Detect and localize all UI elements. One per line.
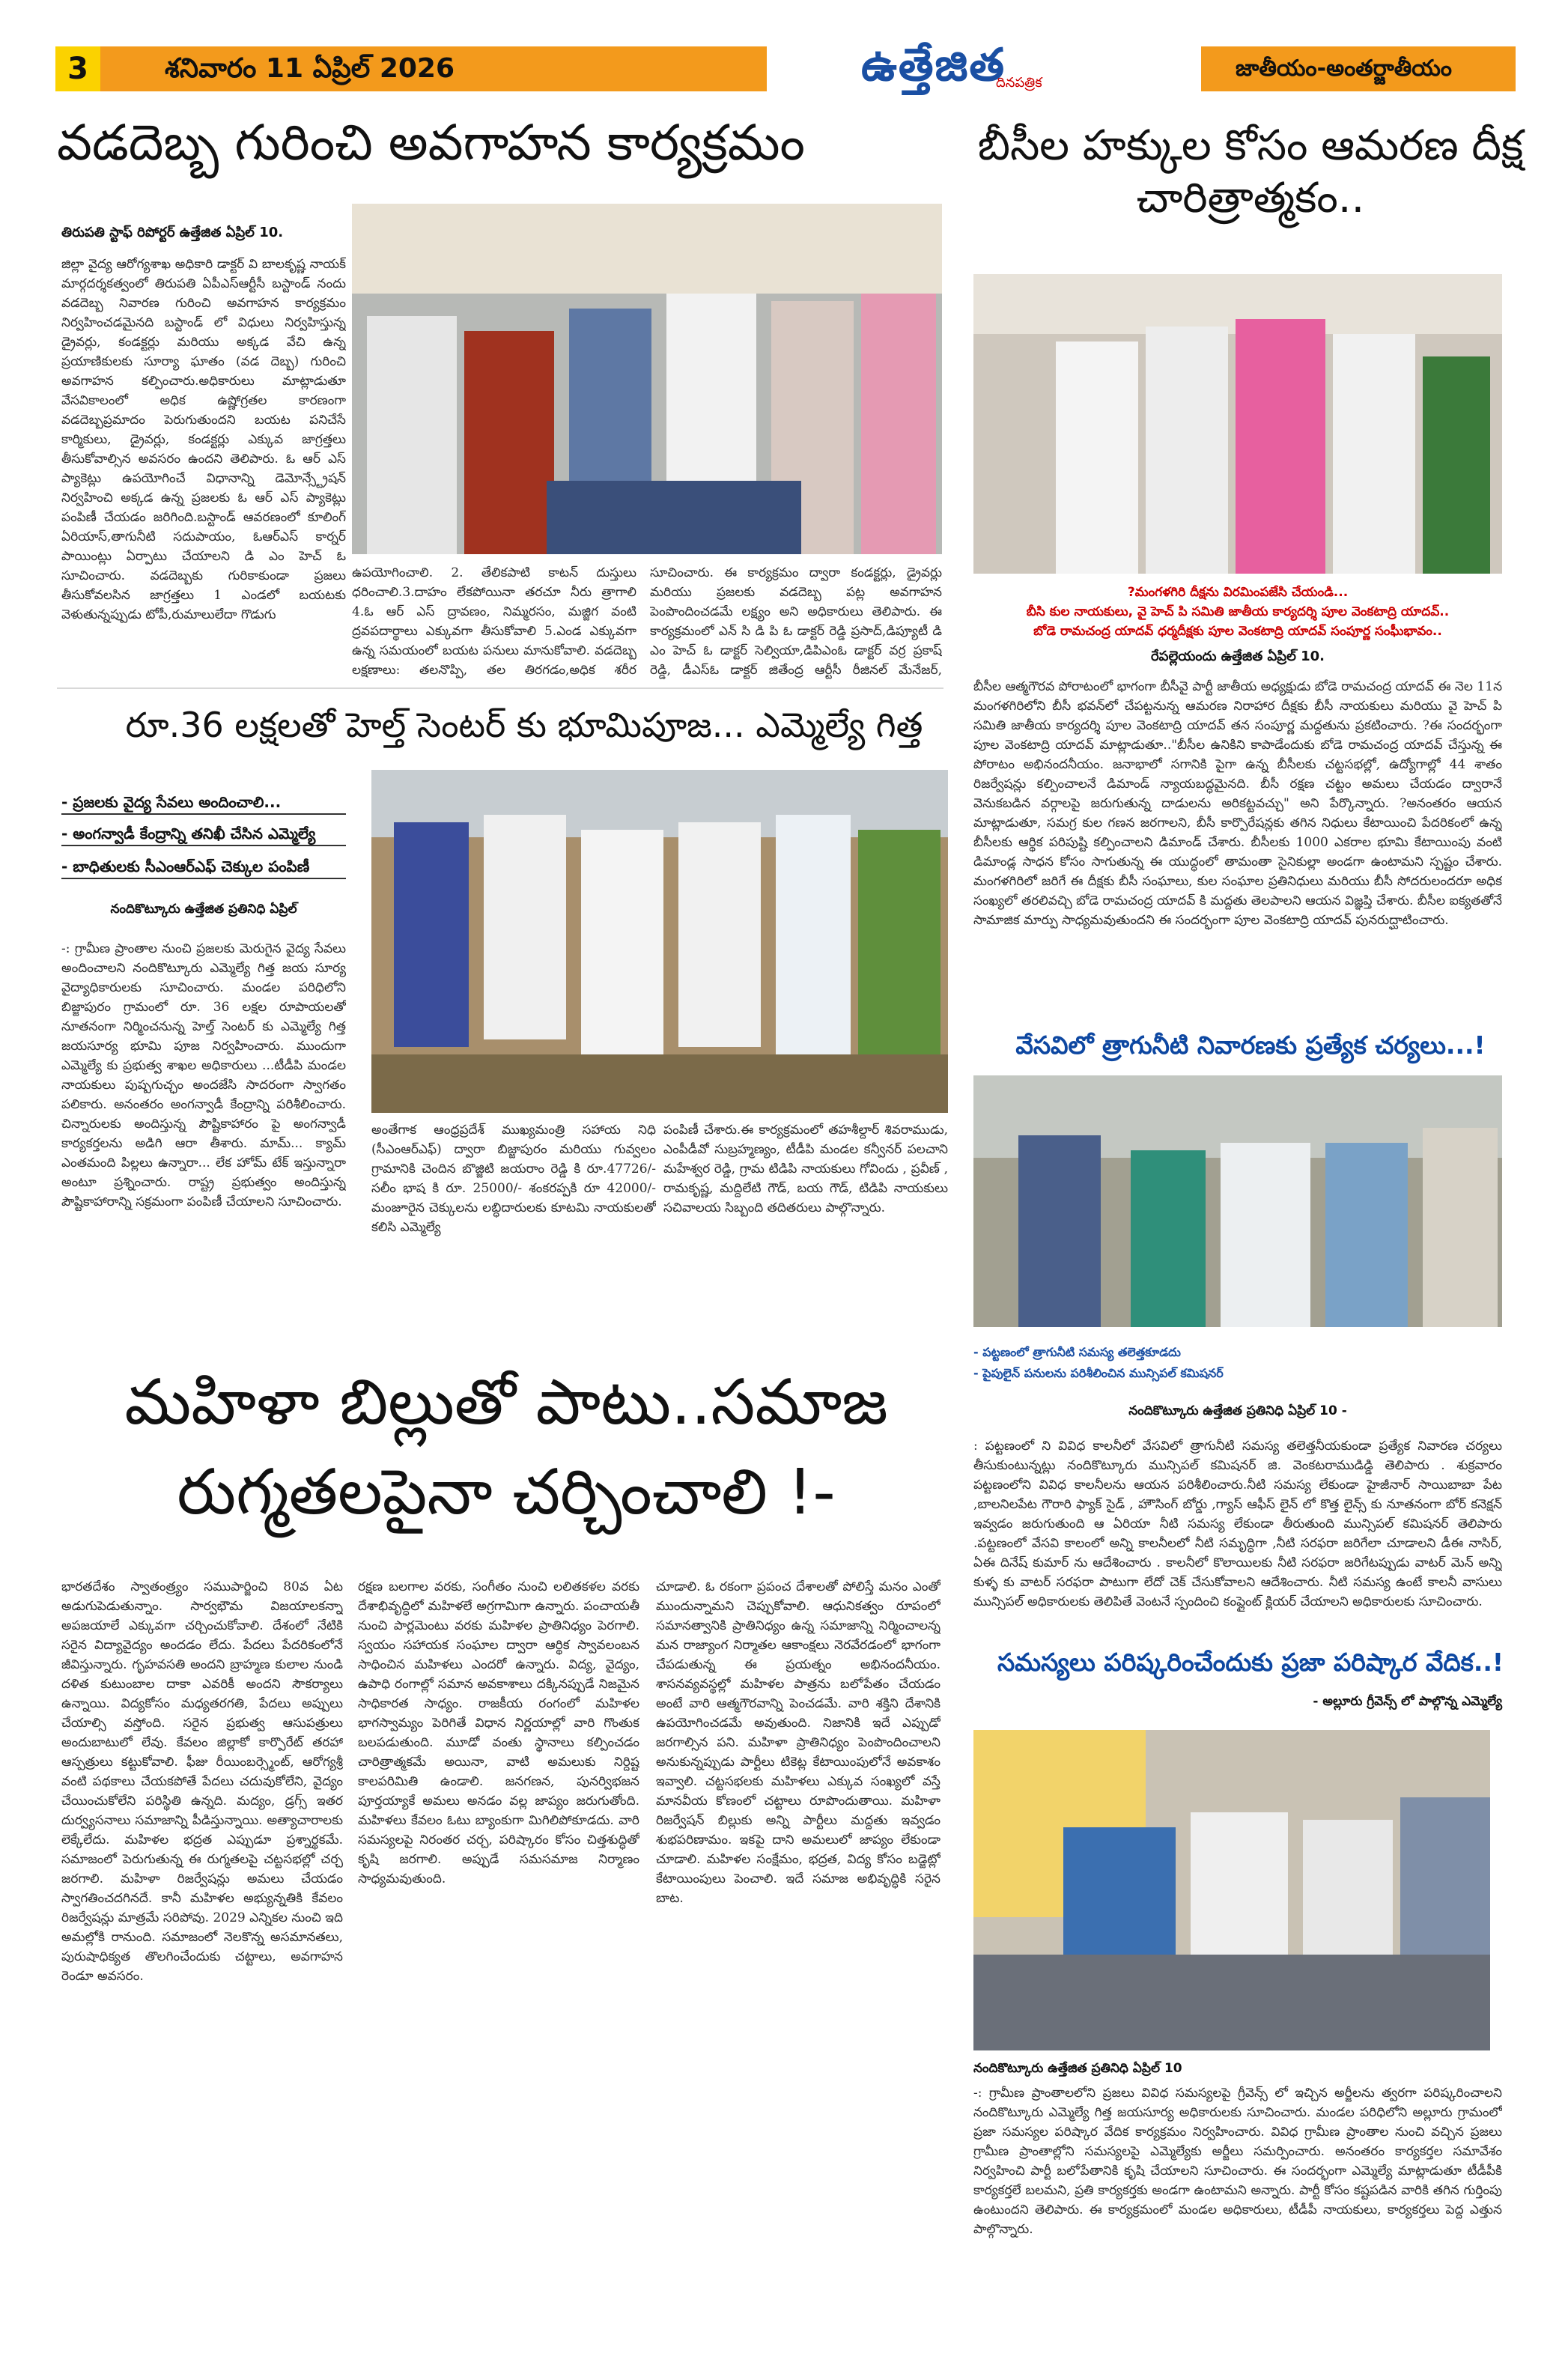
story5-column-2: రక్షణ బలగాల వరకు, సంగీతం నుంచి లలితకళల వరకు దేశాభివృద్ధిలో మహిళలే అగ్రగామిగా ఉన్నారు. పంచాయతీ నుంచి పార్లమెంటు వరకు మహిళల ప్రాతినిధ్యం పెరగాలి. స్వయం సహాయక సంఘాల ద్వారా ఆర్థిక స్వావలంబన సాధించిన మహిళలు ఎందరో ఉన్నారు. విద్య, వైద్యం, ఉపాధి రంగాల్లో సమాన అవకాశాలు దక్కినప్పుడే నిజమైన సాధికారత సాధ్యం. రాజకీయ రంగంలో మహిళల భాగస్వామ్యం పెరిగితే విధాన నిర్ణయాల్లో వారి గొంతుక బలపడుతుంది. మూడో వంతు స్థానాలు కల్పించడం చారిత్రాత్మకమే అయినా, వాటి అమలుకు నిర్దిష్ట కాలపరిమితి ఉండాలి. జనగణన, పునర్విభజన పూర్తయ్యాకే అమలు అనడం వల్ల జాప్యం జరుగుతోంది. మహిళలు కేవలం ఓటు బ్యాంకుగా మిగిలిపోకూడదు. వారి సమస్యలపై నిరంతర చర్చ, పరిష్కారం కోసం చిత్తశుద్ధితో కృషి జరగాలి. అప్పుడే సమసమాజ నిర్మాణం సాధ్యమవుతుంది. [358,1579,639,1886]
story4-photo [973,1075,1502,1327]
story1-column-3: సూచించారు. ఈ కార్యక్రమం ద్వారా కండక్టర్లు, డ్రైవర్లు మరియు ప్రజలకు వడదెబ్బ పట్ల అవగాహన పెంపొందించడమే లక్ష్యం అని అధికారులు తెలిపారు. ఈ కార్యక్రమంలో ఎన్ సి డి పి ఓ డాక్టర్ రెడ్డి ప్రసాద్,డిప్యూటీ డి ఎం హెచ్ ఓ డాక్టర్ సెల్వియా,డిపిఎంఓ డాక్టర్ వర్ర ప్రకాష్ రెడ్డి, డీఎస్ఓ డాక్టర్ జితేంద్ర ఆర్టీసీ రీజినల్ మేనేజర్, [650,565,942,678]
story3-column-1: -: గ్రామీణ ప్రాంతాల నుంచి ప్రజలకు మెరుగైన వైద్య సేవలు అందించాలని నందికొట్కూరు ఎమ్మెల్యే గిత్త జయ సూర్య వైద్యాధికారులకు సూచించారు. మండల పరిధిలోని బిజ్జాపురం గ్రామంలో రూ. 36 లక్షల రూపాయలతో నూతనంగా నిర్మించనున్న హెల్త్ సెంటర్ కు ఎమ్మెల్యే గిత్త జయసూర్య భూమి పూజ నిర్వహించారు. ముందుగా ఎమ్మెల్యే కు ప్రభుత్వ శాఖల అధికారులు ...టీడీపి మండల నాయకులు పుష్పగుచ్ఛం అందజేసి సాదరంగా స్వాగతం పలికారు. అనంతరం అంగన్వాడీ కేంద్రాన్ని పరిశీలించారు. చిన్నారులకు అందిస్తున్న పౌష్టికాహారం పై అంగన్వాడీ కార్యకర్తలను అడిగి ఆరా తీశారు. మామ్... క్యామ్ ఎంతమంది పిల్లలు ఉన్నారా... లేక హోమ్ టేక్ ఇస్తున్నారా అంటూ ప్రశ్నించారు. రాష్ట్ర ప్రభుత్వం అందిస్తున్న పౌష్టికాహారాన్ని సక్రమంగా పంపిణీ చేయాలని సూచించారు. [61,941,346,1209]
divider [57,687,943,689]
story2-body: బీసీల ఆత్మగౌరవ పోరాటంలో భాగంగా బీసీవై పార్టీ జాతీయ అధ్యక్షుడు బోడె రామచంద్ర యాదవ్ ఈ నెల 11న మంగళగిరిలోని బీసీ భవన్‌లో చేపట్టనున్న ఆమరణ నిరాహార దీక్షకు బీసీ నాయకులు మరియు వై హెచ్ పి సమితి జాతీయ కార్యదర్శి పూల వెంకటాద్రి యాదవ్ తన సంపూర్ణ మద్దతును ప్రకటించారు. ?ఈ సందర్భంగా పూల వెంకటాద్రి యాదవ్ మాట్లాడుతూ.."బీసీల ఉనికిని కాపాడేందుకు బోడె రామచంద్ర యాదవ్ చేస్తున్న ఈ పోరాటం అభినందనీయం. జనాభాలో సగానికి పైగా ఉన్న బీసీలకు చట్టసభల్లో, ఉద్యోగాల్లో 44 శాతం రిజర్వేషన్లు కల్పించాలనే డిమాండ్ న్యాయబద్ధమైనది. బీసీ రక్షణ చట్టం అమలు చేయడం ద్వారానే వెనుకబడిన వర్గాలపై జరుగుతున్న దాడులను అరికట్టవచ్చు" అని పేర్కొన్నారు. ?అనంతరం ఆయన మాట్లాడుతూ, సమగ్ర కుల గణన జరగాలని, బీసీ కార్పొరేషన్లకు తగిన నిధులు కేటాయించి పేదరికంలో ఉన్న బీసీలకు ఆర్థిక పరిపుష్టి కల్పించాలని డిమాండ్ చేశారు. బీసీలకు 1000 ఎకరాల భూమి కేటాయింపు వంటి డిమాండ్ల సాధన కోసం సాగుతున్న ఈ యుద్ధంలో తామంతా సైనికుల్లా అండగా ఉంటామని స్పష్టం చేశారు. మంగళగిరిలో జరిగే ఈ దీక్షకు బీసీ సంఘాలు, కుల సంఘాల ప్రతినిధులు మరియు బీసీ సోదరులందరూ అధిక సంఖ్యలో తరలివచ్చి బోడె రామచంద్ర యాదవ్ కి మద్దతు తెలపాలని ఆయన విజ్ఞప్తి చేశారు. బీసీల ఐక్యతతోనే సామాజిక మార్పు సాధ్యమవుతుందని ఈ సందర్భంగా పూల వెంకటాద్రి యాదవ్ పునరుద్ఘాటించారు. [973,679,1502,928]
story5-column-3: చూడాలి. ఓ రకంగా ప్రపంచ దేశాలతో పోలిస్తే మనం ఎంతో ముందున్నామని చెప్పుకోవాలి. ఆధునికత్వం రూపంలో సమానత్వానికి ప్రాతినిధ్యం ఉన్న సమాజాన్ని నిర్మించాలన్న మన రాజ్యాంగ నిర్మాతల ఆకాంక్షలు నెరవేరడంలో భాగంగా చేపడుతున్న ఈ ప్రయత్నం అభినందనీయం. శాసనవ్యవస్థల్లో మహిళల పాత్రను బలోపేతం చేయడం అంటే వారి ఆత్మగౌరవాన్ని పెంచడమే. వారి శక్తిని దేశానికి ఉపయోగించడమే అవుతుంది. నిజానికి ఇదే ఎప్పుడో జరగాల్సిన పని. మహిళా ప్రాతినిధ్యం పెంపొందించాలని అనుకున్నప్పుడు పార్టీలు టికెట్ల కేటాయింపులోనే అవకాశం ఇవ్వాలి. చట్టసభలకు మహిళలు ఎక్కువ సంఖ్యలో వస్తే మానవీయ కోణంలో చట్టాలు రూపొందుతాయి. మహిళా రిజర్వేషన్ బిల్లుకు అన్ని పార్టీలు మద్దతు ఇవ్వడం శుభపరిణామం. ఇకపై దాని అమలులో జాప్యం లేకుండా చూడాలి. మహిళల సంక్షేమం, భద్రత, విద్య కోసం బడ్జెట్లో కేటాయింపులు పెంచాలి. ఇదే సమాజ అభివృద్ధికి సరైన బాట. [656,1579,941,1906]
story3-column-3: పంపిణీ చేశారు.ఈ కార్యక్రమంలో తహశీల్దార్ శివరాముడు, ఎంపీడీవో సుబ్రహ్మణ్యం, టీడీపి మండల కన్వీనర్ పలచాని మహేశ్వర రెడ్డి, గ్రామ టిడిపి నాయకులు గోవిందు , ప్రవీణ్ , రామకృష్ణ, మద్దిలేటి గౌడ్, బయ గౌడ్, టిడిపి నాయకులు సచివాలయ సిబ్బంది తదితరులు పాల్గొన్నారు. [663,1123,948,1215]
story3-bullet-2: - అంగన్వాడీ కేంద్రాన్ని తనిఖీ చేసిన ఎమ్మెల్యే [61,822,346,846]
story3-bullet-1: - ప్రజలకు వైద్య సేవలు అందించాలి... [61,791,346,815]
story5-headline-line-2: రుగ్మతలపైనా చర్చించాలి !- [177,1455,836,1528]
story1-column-2: ఉపయోగించాలి. 2. తేలికపాటి కాటన్ దుస్తులు ధరించాలి.3.దాహం లేకపోయినా తరచూ నీరు త్రాగాలి 4.ఓ ఆర్ ఎస్ ద్రావణం, నిమ్మరసం, మజ్జిగ వంటి ద్రవపదార్థాలు ఎక్కువగా తీసుకోవాలి 5.ఎండ ఎక్కువగా ఉన్న సమయంలో బయట పనులు మానుకోవాలి. వడదెబ్బ లక్షణాలు: తలనొప్పి, తల తిరగడం,అధిక శరీర [352,565,636,678]
story4-byline: నందికొట్కూరు ఉత్తేజిత ప్రతినిధి ఏప్రిల్ 10 - [1128,1403,1347,1418]
story1-photo [352,204,942,554]
story2-caption-1: ?మంగళగిరి దీక్షను విరమింపజేసి చేయండి... [1127,585,1349,600]
masthead-tagline: దినపత్రిక [996,75,1042,91]
story3-photo [371,770,948,1113]
story1-headline: వడదెబ్బ గురించి అవగాహన కార్యక్రమం [57,114,806,171]
story3-column-2: అంతేగాక ఆంధ్రప్రదేశ్ ముఖ్యమంత్రి సహాయ నిధి (సీఎంఆర్ఎఫ్) ద్వారా బిజ్జాపురం మరియు గువ్వలం గ్రామానికి చెందిన బొజ్జిటి జయరాం రెడ్డి కి రూ.47726/- సలీం భాష కి రూ. 25000/- శంకరప్పకి రూ 42000/- మంజూరైన చెక్కులను లబ్ధిదారులకు కూటమి నాయకులతో కలిసి ఎమ్మెల్యే [371,1123,656,1235]
masthead-title: ఉత్తేజిత [861,39,1006,91]
story5-headline-line-1: మహిళా బిల్లుతో పాటు..సమాజ [124,1365,888,1439]
issue-date: శనివారం 11 ఏప్రిల్ 2026 [165,53,455,84]
story4-body: : పట్టణంలో ని వివిధ కాలనీలో వేసవిలో త్రాగునీటి సమస్య తలెత్తనీయకుండా ప్రత్యేక నివారణ చర్యలు తీసుకుంటున్నట్లు నందికొట్కూరు మున్సిపల్ కమిషనర్ జి. వెంకటరాముడిడ్డి తెలిపారు . శుక్రవారం పట్టణంలోని వివిధ కాలనీలను ఆయన పరిశీలించారు.నీటి సమస్య లేకుండా హైజీనార్ సాయిబాబా పేట ,బాలనిలపేట గౌరారి ఫ్యాక్ సైడ్ , హౌసింగ్ బోర్డు ,గ్యాస్ ఆఫీస్ లైన్ లో కొత్త లైన్స్ కు నూతనంగా బోర్ కనెక్షన్ ఇవ్వడం జరుగుతుంది ఆ ఏరియా నీటి సమస్య లేకుండా తీరుతుంది మున్సిపల్ కమిషనర్ తెలిపారు .పట్టణంలో వేసవి కాలంలో అన్ని కాలనీలలో నీటి సమృద్ధిగా ,నీటి సరఫరా జరిగేలా చూడాలని డీఈ నాసిర్, ఏఈ దినేష్ కుమార్ ను ఆదేశించారు . కాలనీలో కొలాయిలకు నీటి సరఫరా జరిగేటప్పుడు వాటర్ మెన్ అన్ని కుళ్ళ కు వాటర్ సరఫరా పాటుగా లేదో చెక్ చేసుకోవాలని ఆదేశించారు. నీటి సమస్య ఉంటే కాలనీ వాసులు మున్సిపల్ అధికారులకు తెలిపితే వెంటనే స్పందించి కంప్లైంట్ క్లియర్ చేయాలని అధికారులకు సూచించారు. [973,1439,1502,1609]
page-number: 3 [55,46,100,91]
story1-column-1: జిల్లా వైద్య ఆరోగ్యశాఖ అధికారి డాక్టర్ వి బాలకృష్ణ నాయక్ మార్గదర్శకత్వంలో తిరుపతి ఏపీఎస్ఆర్టీసీ బస్టాండ్ నందు వడదెబ్బ నివారణ గురించి అవగాహన కార్యక్రమం నిర్వహించడమైనది బస్టాండ్ లో విధులు నిర్వహిస్తున్న డ్రైవర్లు, కండక్టర్లు మరియు అక్కడ వేచి ఉన్న ప్రయాణికులకు సూర్యా ఘాతం (వడ దెబ్బ) గురించి అవగాహన కల్పించారు.అధికారులు మాట్లాడుతూ వేసవికాలంలో అధిక ఉష్ణోగ్రతల కారణంగా వడదెబ్బప్రమాదం పెరుగుతుందని బయట పనిచేసే కార్మికులు, డ్రైవర్లు, కండక్టర్లు ఎక్కువ జాగ్రత్తలు తీసుకోవాల్సిన అవసరం ఉందని తెలిపారు. ఓ ఆర్ ఎస్ ప్యాకెట్లు ఉపయోగించే విధానాన్ని డెమోన్స్ట్రేషన్ నిర్వహించి అక్కడ ఉన్న ప్రజలకు ఓ ఆర్ ఎస్ ప్యాకెట్లు పంపిణీ చేయడం జరిగింది.బస్టాండ్ ఆవరణంలో కూలింగ్ ఏరియాస్,తాగునీటి సదుపాయం, ఓఆర్ఎస్ కార్నర్ పాయింట్లు ఏర్పాటు చేయాలని డి ఎం హెచ్ ఓ సూచించారు. వడదెబ్బకు గురికాకుండా ప్రజలు తీసుకోవలసిన జాగ్రత్తలు 1 ఎండలో బయటకు వెళుతున్నప్పుడు టోపీ,రుమాలులేదా గొడుగు [61,257,346,622]
story6-byline: నందికొట్కూరు ఉత్తేజిత ప్రతినిధి ఏప్రిల్ 10 [973,2061,1182,2076]
story4-headline: వేసవిలో త్రాగునీటి నివారణకు ప్రత్యేక చర్యలు...! [1015,1030,1486,1060]
story6-body: -: గ్రామీణ ప్రాంతాలలోని ప్రజలు వివిధ సమస్యలపై గ్రీవెన్స్ లో ఇచ్చిన అర్జీలను త్వరగా పరిష్కరించాలని నందికొట్కూరు ఎమ్మెల్యే గిత్త జయసూర్య అధికారులకు సూచించారు. మండల పరిధిలోని అల్లూరు గ్రామంలో ప్రజా సమస్యల పరిష్కార వేదిక కార్యక్రమం నిర్వహించారు. వివిధ గ్రామీణ ప్రాంతాల నుంచి వచ్చిన ప్రజలు గ్రామీణ ప్రాంతాల్లోని సమస్యలపై ఎమ్మెల్యేకు అర్జీలు సమర్పించారు. అనంతరం కార్యకర్తల సమావేశం నిర్వహించి పార్టీ బలోపేతానికి కృషి చేయాలని సూచించారు. ఈ సందర్భంగా ఎమ్మెల్యే మాట్లాడుతూ టీడీపీకి కార్యకర్తలే బలమని, ప్రతి కార్యకర్తకు అండగా ఉంటామని అన్నారు. పార్టీ కోసం కష్టపడిన వారికి తగిన గుర్తింపు ఉంటుందని తెలిపారు. ఈ కార్యక్రమంలో మండల అధికారులు, టీడీపీ నాయకులు, కార్యకర్తలు పెద్ద ఎత్తున పాల్గొన్నారు. [973,2086,1502,2237]
story2-byline: రేపల్లెయందు ఉత్తేజిత ఏప్రిల్ 10. [1150,649,1325,664]
section-label: జాతీయం-అంతర్జాతీయం [1236,55,1452,82]
story3-byline: నందికొట్కూరు ఉత్తేజిత ప్రతినిధి ఏప్రిల్ [110,902,297,917]
story6-subline: - అల్లూరు గ్రీవెన్స్ లో పాల్గొన్న ఎమ్మెల్యే [1313,1694,1502,1709]
story2-caption-2: బీసి కుల నాయకులు, వై హెచ్ పి సమితి జాతీయ కార్యదర్శి పూల వెంకటాద్రి యాదవ్.. [1026,604,1450,619]
story4-caption-2: - పైపులైన్ పనులను పరిశీలించిన మున్సిపల్ కమిషనర్ [973,1366,1224,1380]
story1-byline: తిరుపతి స్టాఫ్ రిపోర్టర్ ఉత్తేజిత ఏప్రిల్ 10. [61,225,284,240]
story3-bullet-3: - బాధితులకు సీఎంఆర్ఎఫ్ చెక్కుల పంపిణీ [61,855,346,879]
story2-photo [973,274,1502,574]
story2-headline: బీసీల హక్కుల కోసం ఆమరణ దీక్ష చారిత్రాత్మకం.. [977,121,1524,222]
story5-column-1: భారతదేశం స్వాతంత్ర్యం సముపార్జించి 80వ ఏట అడుగుపెడుతున్నాం. సార్వభౌమ విజయాలకన్నా అపజయాలే ఎక్కువగా చర్చించుకోవాలి. దేశంలో నేటికి సరైన విద్యావైద్యం అందడం లేదు. పేదలు పేదరికంలోనే జీవిస్తున్నారు. గృహవసతి అందని బ్రాహ్మణ కులాల నుండి దళిత కుటుంబాల దాకా ఎవరికీ అందని సౌకర్యాలు ఉన్నాయి. విద్యకోసం మధ్యతరగతి, పేదలు అప్పులు చేయాల్సి వస్తోంది. సరైన ప్రభుత్వ ఆసుపత్రులు అందుబాటులో లేవు. కేవలం జిల్లాకో కార్పొరేట్ తరహా ఆస్పత్రులు కట్టుకోవాలి. ఫీజు రీయింబర్స్మెంట్, ఆరోగ్యశ్రీ వంటి పథకాలు చేయకపోతే పేదలు చదువుకోలేని, వైద్యం చేయించుకోలేని పరిస్థితి ఉన్నది. మద్యం, డ్రగ్స్ ఇతర దుర్వ్యసనాలు సమాజాన్ని పీడిస్తున్నాయి. అత్యాచారాలకు లెక్కేలేదు. మహిళల భద్రత ఎప్పుడూ ప్రశ్నార్థకమే. సమాజంలో పెరుగుతున్న ఈ రుగ్మతలపై చట్టసభల్లో చర్చ జరగాలి. మహిళా రిజర్వేషన్లు అమలు చేయడం స్వాగతించదగినదే. కానీ మహిళల అభ్యున్నతికి కేవలం రిజర్వేషన్లు మాత్రమే సరిపోవు. 2029 ఎన్నికల నుంచి ఇది అమల్లోకి రానుంది. సమాజంలో నెలకొన్న అసమానతలు, పురుషాధిక్యత తొలగించేందుకు చట్టాలు, అవగాహన రెండూ అవసరం. [61,1579,343,1984]
story3-headline: రూ.36 లక్షలతో హెల్త్ సెంటర్ కు భూమిపూజ... ఎమ్మెల్యే గిత్త [125,705,923,745]
story2-caption-3: బోడె రామచంద్ర యాదవ్ ధర్మదీక్షకు పూల వెంకటాద్రి యాదవ్ సంపూర్ణ సంఘీభావం.. [1033,624,1442,639]
story4-caption-1: - పట్టణంలో త్రాగునీటి సమస్య తలెత్తకూడదు [973,1345,1181,1359]
story6-photo [973,1730,1490,2050]
story6-headline: సమస్యలు పరిష్కరించేందుకు ప్రజా పరిష్కార వేదిక..! [997,1648,1504,1677]
